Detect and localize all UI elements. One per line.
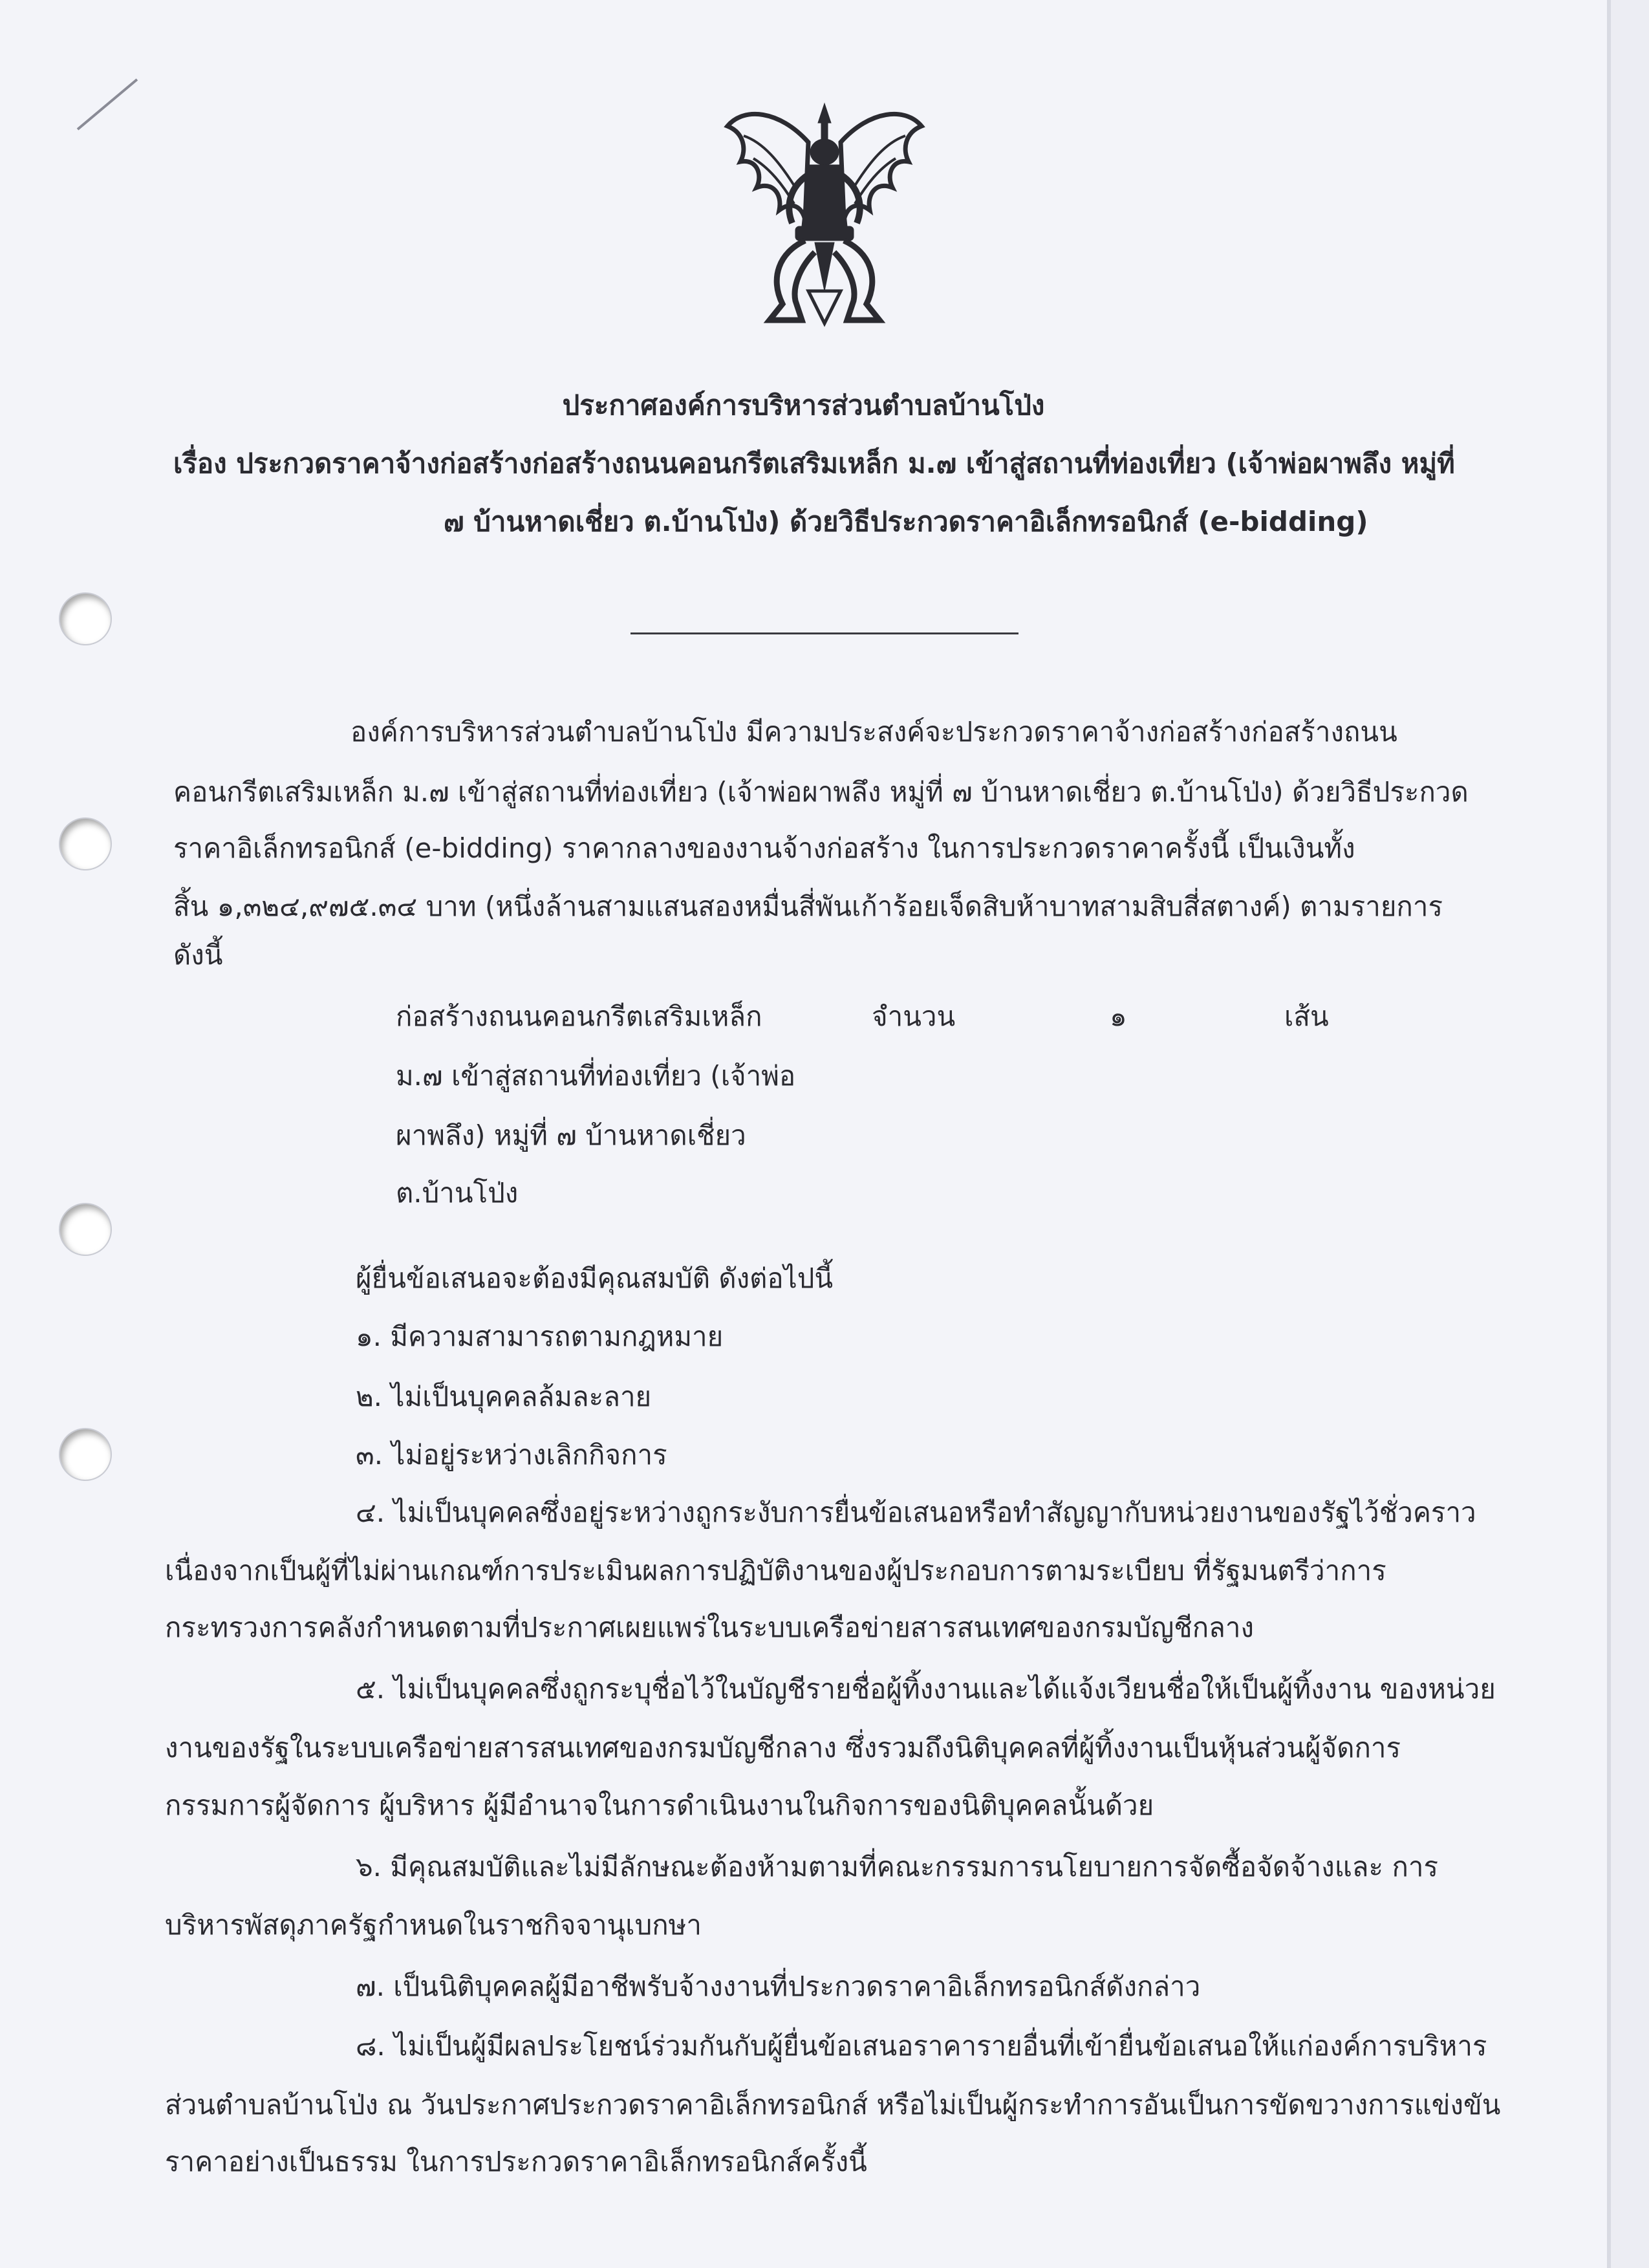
item-unit: เส้น — [1284, 1000, 1329, 1032]
qualification-6-line-2: บริหารพัสดุภาครัฐกำหนดในราชกิจจานุเบกษา — [165, 1909, 702, 1941]
item-desc-line-2: ม.๗ เข้าสู่สถานที่ท่องเที่ยว (เจ้าพ่อ — [396, 1060, 796, 1092]
pen-mark — [77, 78, 138, 130]
qualification-6-line-1: ๖. มีคุณสมบัติและไม่มีลักษณะต้องห้ามตามที่คณะกรรมการนโยบายการจัดซื้อจัดจ้างและ การ — [356, 1851, 1439, 1883]
qualification-5-line-3: กรรมการผู้จัดการ ผู้บริหาร ผู้มีอำนาจในการดำเนินงานในกิจการของนิติบุคคลนั้นด้วย — [165, 1789, 1154, 1821]
item-desc-line-1: ก่อสร้างถนนคอนกรีตเสริมเหล็ก — [396, 1000, 762, 1032]
item-desc-line-3: ผาพลึง) หมู่ที่ ๗ บ้านหาดเชี่ยว — [396, 1119, 746, 1151]
binder-hole — [60, 594, 111, 644]
subject-line-1: เรื่อง ประกวดราคาจ้างก่อสร้างก่อสร้างถนนคอนกรีตเสริมเหล็ก ม.๗ เข้าสู่สถานที่ท่องเที่ยว (เจ้าพ่อผาพลึง หมู่ที่ — [173, 448, 1455, 479]
qualification-8-line-3: ราคาอย่างเป็นธรรม ในการประกวดราคาอิเล็กทรอนิกส์ครั้งนี้ — [165, 2146, 867, 2177]
qualification-7: ๗. เป็นนิติบุคคลผู้มีอาชีพรับจ้างงานที่ประกวดราคาอิเล็กทรอนิกส์ดังกล่าว — [356, 1971, 1201, 2002]
item-qty-value: ๑ — [1110, 1000, 1127, 1032]
intro-line-3: ราคาอิเล็กทรอนิกส์ (e-bidding) ราคากลางของงานจ้างก่อสร้าง ในการประกวดราคาครั้งนี้ เป็นเงินทั้ง — [173, 832, 1355, 864]
qualification-1: ๑. มีความสามารถตามกฎหมาย — [356, 1321, 724, 1352]
subject-line-2: ๗ บ้านหาดเชี่ยว ต.บ้านโป่ง) ด้วยวิธีประกวดราคาอิเล็กทรอนิกส์ (e-bidding) — [444, 506, 1368, 537]
qualification-4-line-3: กระทรวงการคลังกำหนดตามที่ประกาศเผยแพร่ในระบบเครือข่ายสารสนเทศของกรมบัญชีกลาง — [165, 1612, 1254, 1643]
item-desc-line-4: ต.บ้านโป่ง — [396, 1177, 519, 1209]
qualification-8-line-1: ๘. ไม่เป็นผู้มีผลประโยชน์ร่วมกันกับผู้ยื่นข้อเสนอราคารายอื่นที่เข้ายื่นข้อเสนอให้แก่องค์การบริหาร — [356, 2030, 1487, 2062]
qualification-5-line-1: ๕. ไม่เป็นบุคคลซึ่งถูกระบุชื่อไว้ในบัญชีรายชื่อผู้ทิ้งงานและได้แจ้งเวียนชื่อให้เป็นผู้ทิ้งงาน ของหน่วย — [356, 1673, 1496, 1705]
divider-line — [630, 632, 1018, 634]
intro-line-4: สิ้น ๑,๓๒๔,๙๗๕.๓๔ บาท (หนึ่งล้านสามแสนสองหมื่นสี่พันเก้าร้อยเจ็ดสิบห้าบาทสามสิบสี่สตางค์) ตามรายการ — [173, 891, 1443, 922]
qualification-4-line-2: เนื่องจากเป็นผู้ที่ไม่ผ่านเกณฑ์การประเมินผลการปฏิบัติงานของผู้ประกอบการตามระเบียบ ที่รัฐมนตรีว่าการ — [165, 1555, 1386, 1586]
org-title: ประกาศองค์การบริหารส่วนตำบลบ้านโป่ง — [562, 389, 1045, 421]
garuda-emblem-icon — [718, 97, 931, 330]
qualification-5-line-2: งานของรัฐในระบบเครือข่ายสารสนเทศของกรมบัญชีกลาง ซึ่งรวมถึงนิติบุคคลที่ผู้ทิ้งงานเป็นหุ้นส่วนผู้จัดการ — [165, 1732, 1401, 1764]
qualification-2: ๒. ไม่เป็นบุคคลล้มละลาย — [356, 1381, 652, 1412]
qualification-8-line-2: ส่วนตำบลบ้านโป่ง ณ วันประกาศประกวดราคาอิเล็กทรอนิกส์ หรือไม่เป็นผู้กระทำการอันเป็นการขัดขวางการแข่งขัน — [165, 2089, 1501, 2121]
intro-line-5: ดังนี้ — [173, 939, 223, 971]
item-qty-label: จำนวน — [872, 1000, 956, 1032]
qualifications-heading: ผู้ยื่นข้อเสนอจะต้องมีคุณสมบัติ ดังต่อไปนี้ — [356, 1262, 834, 1294]
intro-line-2: คอนกรีตเสริมเหล็ก ม.๗ เข้าสู่สถานที่ท่องเที่ยว (เจ้าพ่อผาพลึง หมู่ที่ ๗ บ้านหาดเชี่ยว ต.บ้านโป่ง) ด้วยวิธีประกวด — [173, 776, 1469, 808]
binder-hole — [60, 1204, 111, 1255]
qualification-3: ๓. ไม่อยู่ระหว่างเลิกกิจการ — [356, 1439, 667, 1471]
binder-hole — [60, 1429, 111, 1480]
intro-line-1: องค์การบริหารส่วนตำบลบ้านโป่ง มีความประสงค์จะประกวดราคาจ้างก่อสร้างก่อสร้างถนน — [350, 716, 1397, 748]
qualification-4-line-1: ๔. ไม่เป็นบุคคลซึ่งอยู่ระหว่างถูกระงับการยื่นข้อเสนอหรือทำสัญญากับหน่วยงานของรัฐไว้ชั่วคราว — [356, 1496, 1476, 1528]
binder-hole — [60, 819, 111, 869]
